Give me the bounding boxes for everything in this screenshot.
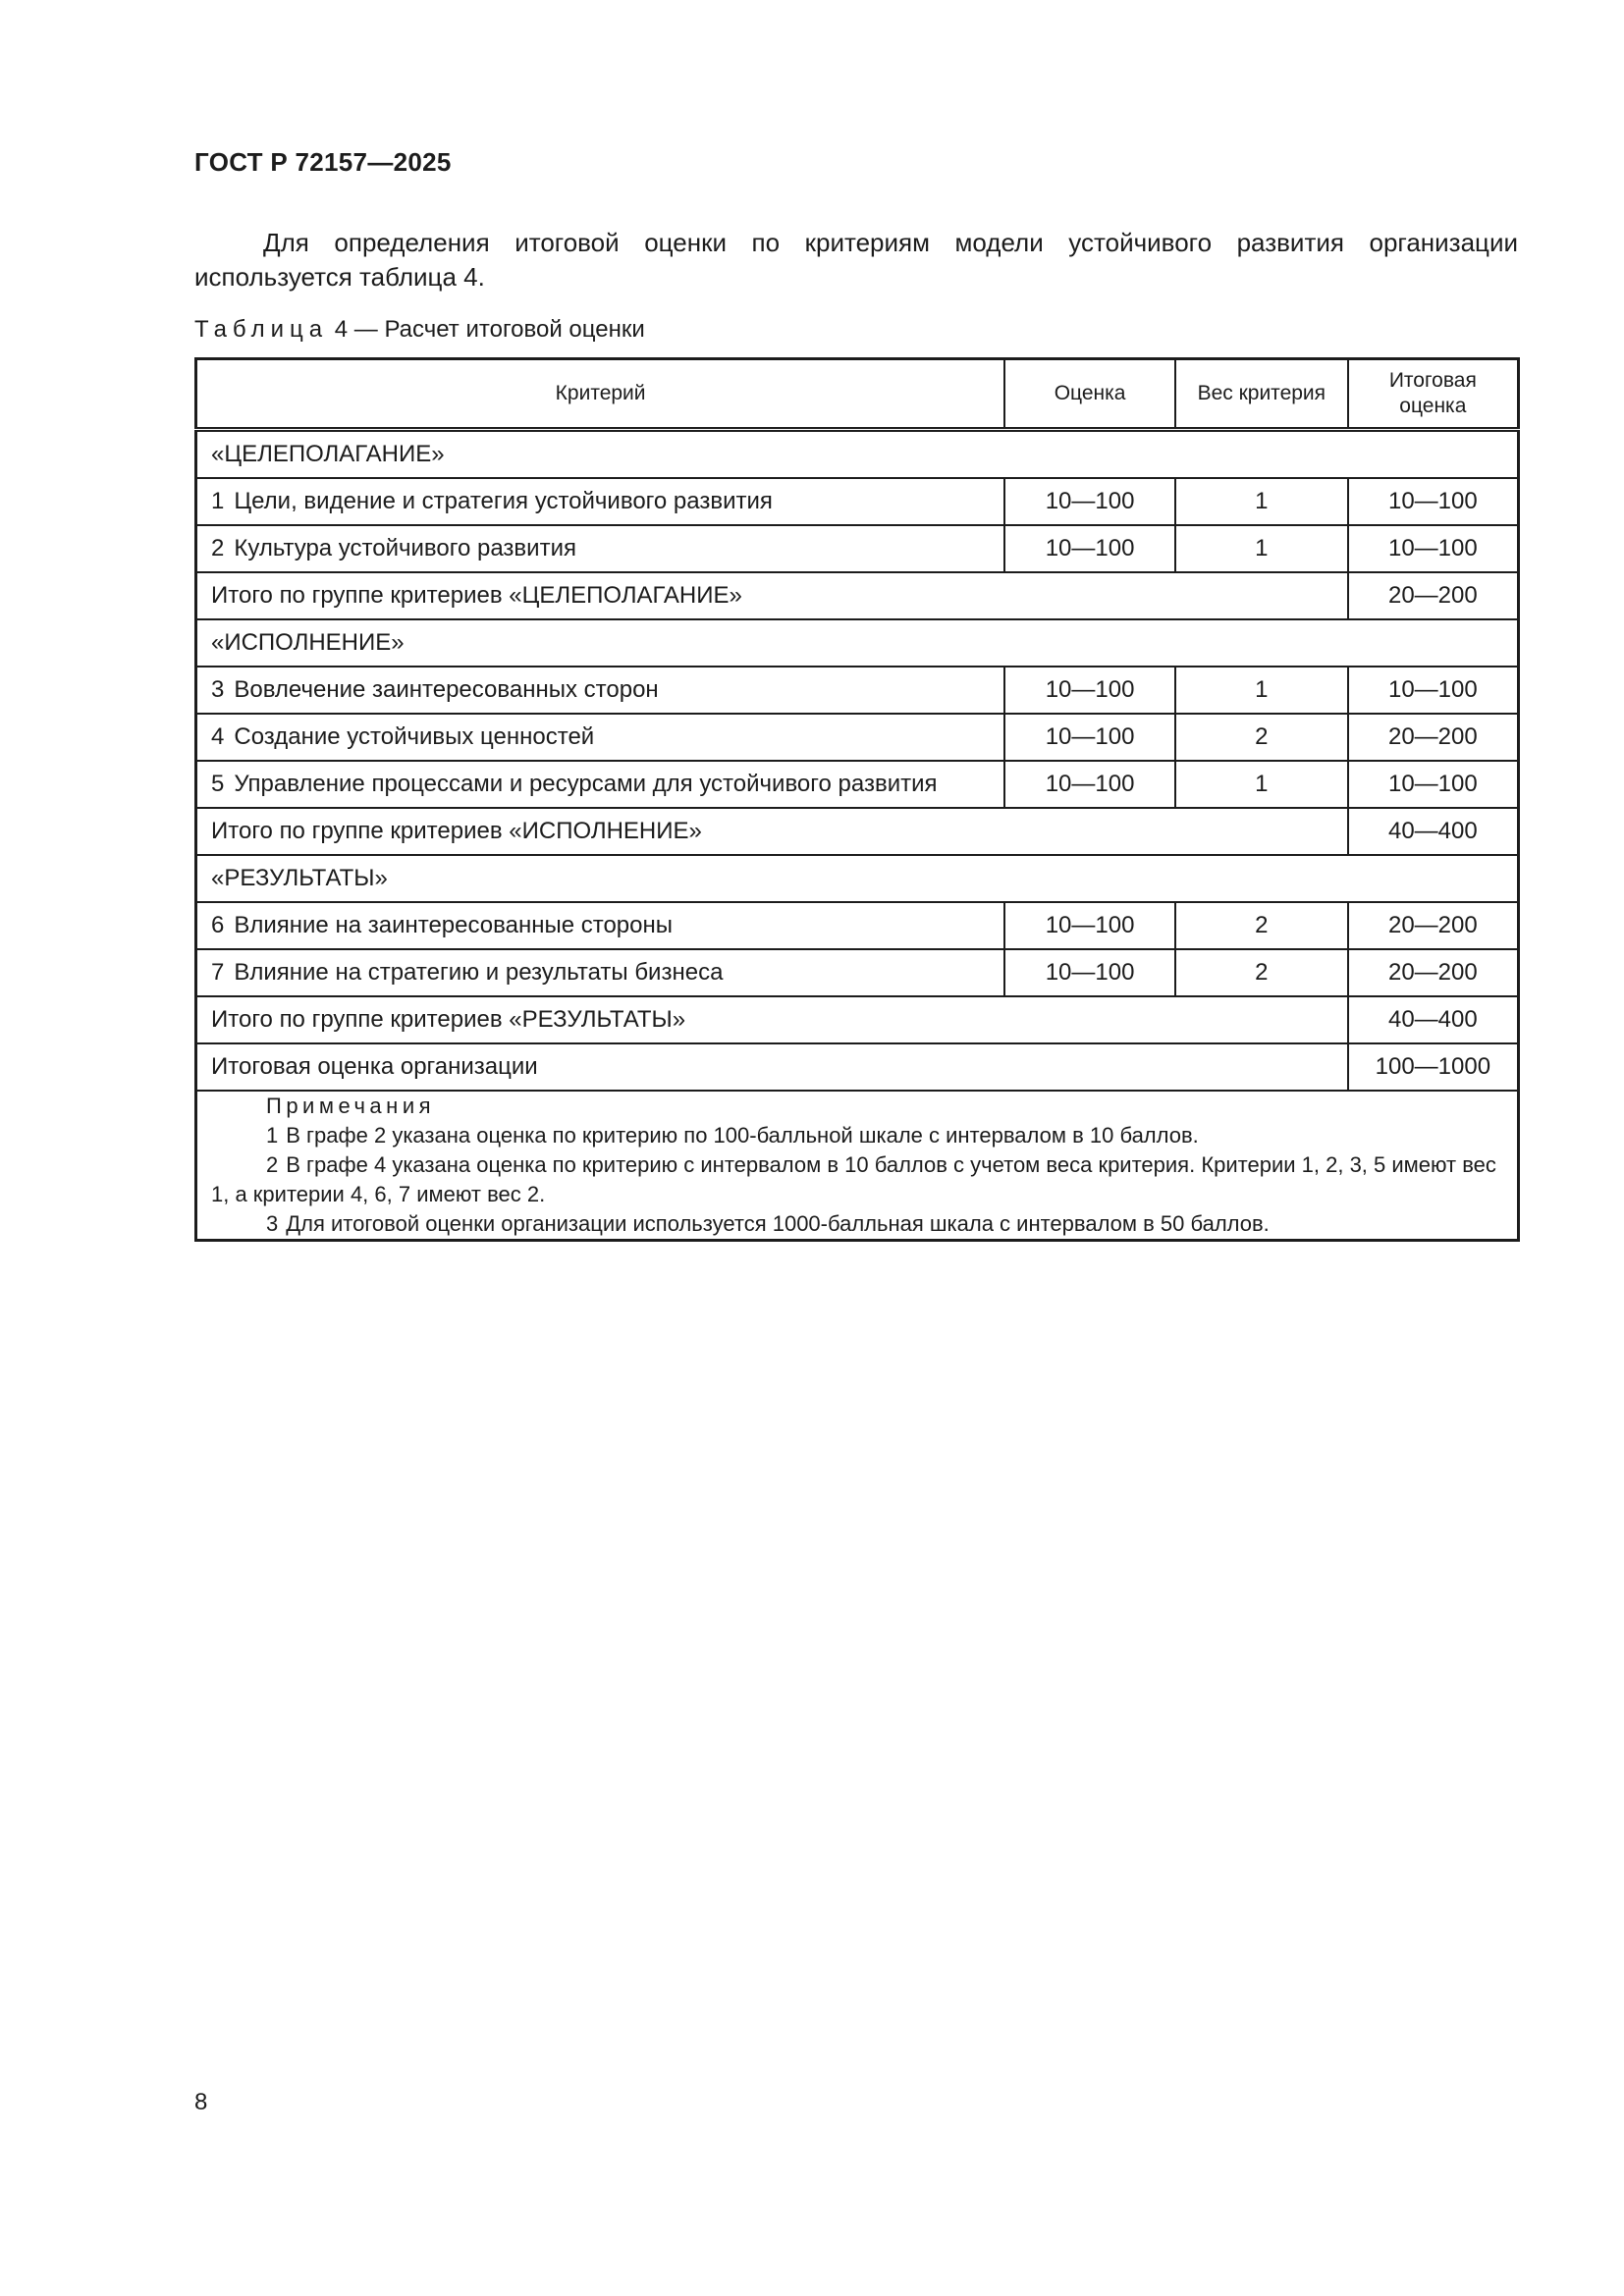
criterion-label: Цели, видение и стратегия устойчивого развития [234,488,773,514]
criterion-label: Создание устойчивых ценностей [234,723,595,750]
score-cell: 10—100 [1004,667,1175,714]
criterion-label: Управление процессами и ресурсами для устойчивого развития [234,771,938,797]
subtotal-value: 40—400 [1348,808,1519,855]
criterion-cell [196,761,1005,808]
criterion-label: Культура устойчивого развития [234,535,576,561]
notes-row [196,1091,1519,1241]
criterion-number: 3 [211,676,225,703]
subtotal-value: 20—200 [1348,572,1519,619]
table-caption-text: 4 — Расчет итоговой оценки [328,316,645,343]
note-text: В графе 2 указана оценка по критерию по 100-балльной шкале с интервалом в 10 баллов. [286,1123,1199,1148]
table-row [196,525,1519,572]
intro-paragraph: Для определения итоговой оценки по критериям модели устойчивого развития организации используется таблица 4. [194,228,1518,292]
grand-total-value: 100—1000 [1348,1043,1519,1091]
total-cell: 10—100 [1348,761,1519,808]
group-title-row [196,855,1519,902]
subtotal-row [196,808,1519,855]
group-title-row [196,430,1519,479]
score-cell: 10—100 [1004,761,1175,808]
subtotal-label: Итого по группе критериев «ЦЕЛЕПОЛАГАНИЕ» [196,572,1348,619]
page-number: 8 [194,2089,208,2115]
table-row [196,714,1519,761]
group-title: «ИСПОЛНЕНИЕ» [196,619,1519,667]
group-title: «ЦЕЛЕПОЛАГАНИЕ» [196,430,1519,479]
note-item [211,1121,1503,1150]
subtotal-label: Итого по группе критериев «ИСПОЛНЕНИЕ» [196,808,1348,855]
criterion-number: 2 [211,535,225,561]
criterion-number: 5 [211,771,225,797]
total-cell: 10—100 [1348,478,1519,525]
notes-cell [196,1091,1519,1241]
criterion-cell [196,949,1005,996]
weight-cell: 2 [1175,714,1348,761]
score-cell: 10—100 [1004,902,1175,949]
subtotal-label: Итого по группе критериев «РЕЗУЛЬТАТЫ» [196,996,1348,1043]
grand-total-label: Итоговая оценка организации [196,1043,1348,1091]
weight-cell: 2 [1175,949,1348,996]
group-title-row [196,619,1519,667]
criterion-cell [196,902,1005,949]
score-cell: 10—100 [1004,714,1175,761]
score-cell: 10—100 [1004,525,1175,572]
total-cell: 10—100 [1348,667,1519,714]
grand-total-row [196,1043,1519,1091]
weight-cell: 1 [1175,478,1348,525]
criterion-cell [196,525,1005,572]
total-cell: 20—200 [1348,949,1519,996]
score-table [194,357,1520,1242]
subtotal-row [196,996,1519,1043]
table-row [196,667,1519,714]
column-header-criterion: Критерий [196,359,1005,430]
note-number: 2 [266,1152,279,1177]
criterion-cell [196,478,1005,525]
criterion-number: 4 [211,723,225,750]
criterion-label: Влияние на заинтересованные стороны [234,912,673,938]
note-number: 3 [266,1211,279,1236]
table-row [196,761,1519,808]
total-cell: 20—200 [1348,714,1519,761]
note-text: Для итоговой оценки организации используется 1000-балльная шкала с интервалом в 50 баллов. [286,1211,1270,1236]
criterion-label: Вовлечение заинтересованных сторон [234,676,659,703]
criterion-number: 1 [211,488,225,514]
weight-cell: 1 [1175,525,1348,572]
table-caption [194,316,645,344]
subtotal-row [196,572,1519,619]
column-header-weight: Вес критерия [1175,359,1348,430]
table-row [196,902,1519,949]
criterion-number: 7 [211,959,225,986]
total-cell: 10—100 [1348,525,1519,572]
table-row [196,949,1519,996]
note-number: 1 [266,1123,279,1148]
table-caption-label: Таблица [194,316,329,343]
weight-cell: 2 [1175,902,1348,949]
total-cell: 20—200 [1348,902,1519,949]
note-item [211,1209,1503,1239]
group-title: «РЕЗУЛЬТАТЫ» [196,855,1519,902]
document-number: ГОСТ Р 72157—2025 [194,147,452,177]
column-header-score: Оценка [1004,359,1175,430]
criterion-label: Влияние на стратегию и результаты бизнеса [234,959,724,986]
note-text: В графе 4 указана оценка по критерию с интервалом в 10 баллов с учетом веса критерия. Критерии 1, 2, 3, 5 имеют вес 1, а критерии 4, 6, 7 имеют вес 2. [211,1152,1496,1206]
weight-cell: 1 [1175,761,1348,808]
note-item [211,1150,1503,1209]
table-header-row [196,359,1519,430]
column-header-total: Итоговая оценка [1348,359,1519,430]
score-cell: 10—100 [1004,949,1175,996]
criterion-number: 6 [211,912,225,938]
notes-title: Примечания [266,1094,436,1118]
weight-cell: 1 [1175,667,1348,714]
criterion-cell [196,667,1005,714]
criterion-cell [196,714,1005,761]
table-row [196,478,1519,525]
subtotal-value: 40—400 [1348,996,1519,1043]
score-cell: 10—100 [1004,478,1175,525]
